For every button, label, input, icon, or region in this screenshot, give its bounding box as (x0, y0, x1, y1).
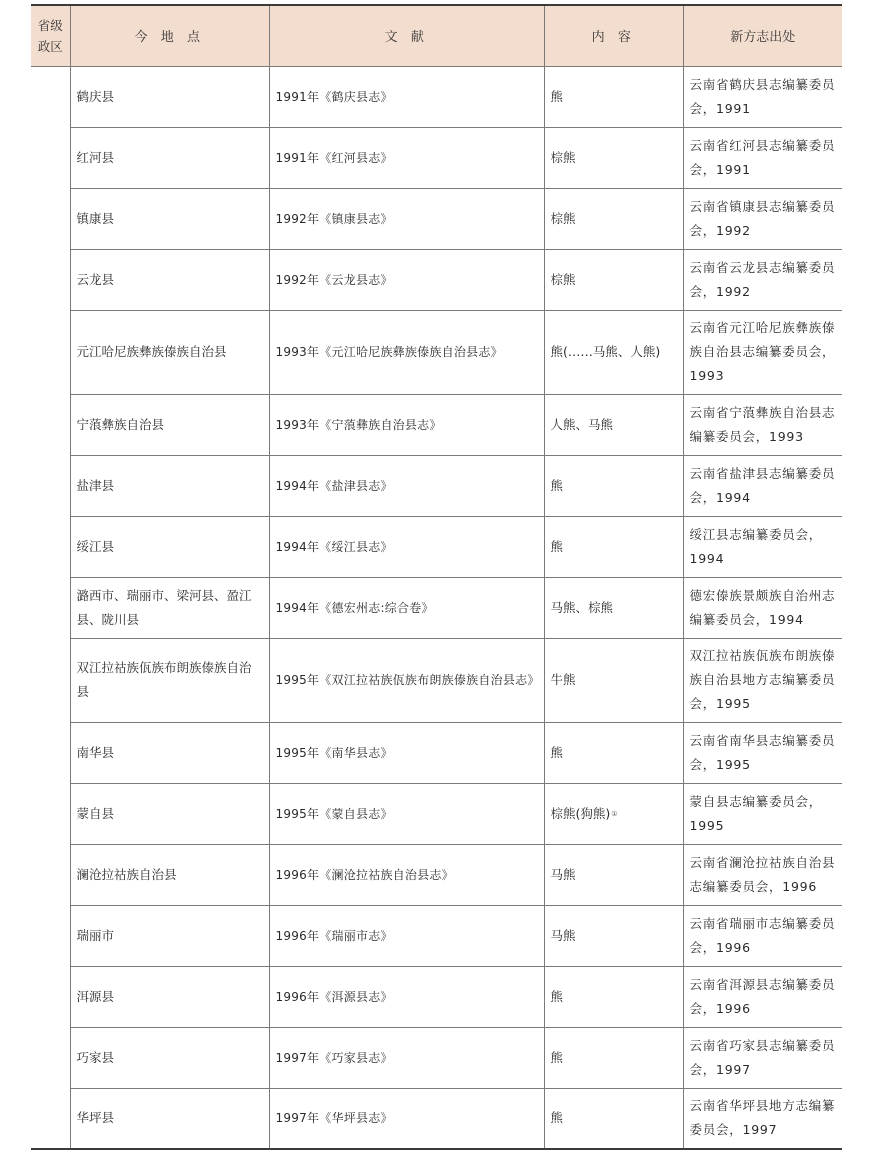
cell-source-text: 1994年《德宏州志:综合卷》 (275, 600, 434, 615)
table-row (31, 455, 842, 516)
cell-source-text: 1992年《镇康县志》 (275, 211, 393, 226)
cell-location (70, 722, 269, 783)
cell-publisher (683, 455, 842, 516)
cell-source-text: 1991年《鹤庆县志》 (275, 89, 393, 104)
bear-records-table (31, 4, 842, 1150)
cell-publisher-text: 云南省南华县志编纂委员会，1995 (689, 732, 836, 772)
cell-source (269, 188, 544, 249)
region-cell (31, 66, 70, 1149)
cell-publisher-text: 云南省镇康县志编纂委员会，1992 (689, 198, 836, 238)
cell-location-text: 镇康县 (76, 210, 115, 226)
table-row (31, 577, 842, 638)
cell-source-text: 1995年《蒙自县志》 (275, 806, 393, 821)
header-publisher: 新方志出处 (683, 5, 842, 66)
cell-content (544, 249, 683, 310)
cell-location-text: 绥江县 (76, 538, 115, 554)
cell-source (269, 127, 544, 188)
cell-location (70, 844, 269, 905)
cell-content (544, 516, 683, 577)
cell-content-text: 熊 (550, 988, 564, 1004)
cell-content-text: 熊(……马熊、人熊) (550, 344, 661, 359)
cell-source-text: 1992年《云龙县志》 (275, 272, 393, 287)
cell-location (70, 66, 269, 127)
cell-location-text: 元江哈尼族彝族傣族自治县 (76, 344, 227, 359)
cell-source (269, 516, 544, 577)
footnote-marker: ① (611, 809, 618, 818)
cell-source-text: 1994年《盐津县志》 (275, 478, 393, 493)
cell-publisher-text: 云南省红河县志编纂委员会，1991 (689, 137, 836, 177)
table-row (31, 783, 842, 844)
cell-source-text: 1996年《洱源县志》 (275, 989, 393, 1004)
cell-publisher (683, 905, 842, 966)
table-row (31, 1027, 842, 1088)
cell-location-text: 巧家县 (76, 1049, 115, 1065)
cell-content-text: 棕熊 (550, 210, 576, 226)
cell-content (544, 394, 683, 455)
cell-publisher (683, 310, 842, 394)
cell-location-text: 宁蒗彝族自治县 (76, 416, 165, 432)
cell-content (544, 1088, 683, 1149)
cell-source-text: 1997年《巧家县志》 (275, 1050, 393, 1065)
cell-location (70, 394, 269, 455)
header-location: 今 地 点 (70, 5, 269, 66)
cell-content-text: 熊 (550, 538, 564, 554)
header-row (31, 5, 842, 66)
cell-location-text: 瑞丽市 (76, 927, 115, 943)
cell-source-text: 1997年《华坪县志》 (275, 1111, 393, 1126)
cell-publisher (683, 394, 842, 455)
cell-source (269, 783, 544, 844)
cell-source (269, 310, 544, 394)
cell-source-text: 1994年《绥江县志》 (275, 539, 393, 554)
cell-source (269, 722, 544, 783)
cell-publisher-text: 双江拉祜族佤族布朗族傣族自治县地方志编纂委员会，1995 (689, 648, 836, 711)
cell-content (544, 310, 683, 394)
cell-content-text: 人熊、马熊 (550, 416, 614, 432)
cell-location (70, 1088, 269, 1149)
cell-source (269, 1027, 544, 1088)
cell-publisher (683, 844, 842, 905)
cell-publisher-text: 云南省鹤庆县志编纂委员会，1991 (689, 76, 836, 116)
cell-publisher-text: 云南省元江哈尼族彝族傣族自治县志编纂委员会，1993 (689, 320, 836, 383)
cell-location-text: 盐津县 (76, 477, 115, 493)
cell-content-text: 棕熊 (550, 271, 576, 287)
cell-content-text: 马熊 (550, 927, 576, 943)
cell-content-text: 熊 (550, 477, 564, 493)
table-row (31, 188, 842, 249)
cell-location (70, 249, 269, 310)
cell-publisher-text: 云南省宁蒗彝族自治县志编纂委员会，1993 (689, 404, 836, 444)
cell-publisher-text: 云南省华坪县地方志编纂委员会，1997 (689, 1098, 836, 1138)
header-content: 内 容 (544, 5, 683, 66)
cell-publisher (683, 1027, 842, 1088)
cell-source-text: 1995年《南华县志》 (275, 745, 393, 760)
header-source: 文 献 (269, 5, 544, 66)
cell-publisher-text: 绥江县志编纂委员会，1994 (689, 526, 823, 566)
cell-location-text: 双江拉祜族佤族布朗族傣族自治县 (76, 660, 252, 699)
cell-location-text: 蒙自县 (76, 805, 115, 821)
cell-location-text: 鹤庆县 (76, 88, 115, 104)
cell-source (269, 1088, 544, 1149)
cell-publisher-text: 云南省云龙县志编纂委员会，1992 (689, 259, 836, 299)
cell-publisher-text: 德宏傣族景颇族自治州志编纂委员会，1994 (689, 587, 836, 627)
cell-source (269, 394, 544, 455)
table-row (31, 722, 842, 783)
cell-content (544, 66, 683, 127)
cell-publisher-text: 云南省澜沧拉祜族自治县志编纂委员会，1996 (689, 854, 836, 894)
header-region-label: 省级政区 (37, 17, 63, 54)
table-row (31, 127, 842, 188)
cell-content-text: 熊 (550, 744, 564, 760)
cell-content (544, 127, 683, 188)
cell-location (70, 783, 269, 844)
cell-content-text: 马熊、棕熊 (550, 599, 614, 615)
cell-source-text: 1993年《宁蒗彝族自治县志》 (275, 417, 442, 432)
cell-content (544, 188, 683, 249)
cell-location (70, 577, 269, 638)
cell-publisher-text: 云南省瑞丽市志编纂委员会，1996 (689, 915, 836, 955)
cell-content (544, 844, 683, 905)
table-row (31, 394, 842, 455)
table-row (31, 966, 842, 1027)
cell-content (544, 455, 683, 516)
cell-source (269, 966, 544, 1027)
cell-publisher (683, 1088, 842, 1149)
cell-publisher (683, 516, 842, 577)
cell-location-text: 洱源县 (76, 988, 115, 1004)
cell-location (70, 310, 269, 394)
table-row (31, 66, 842, 127)
cell-content (544, 1027, 683, 1088)
cell-location-text: 红河县 (76, 149, 115, 165)
cell-source-text: 1996年《瑞丽市志》 (275, 928, 393, 943)
cell-source (269, 455, 544, 516)
cell-content (544, 722, 683, 783)
cell-publisher (683, 66, 842, 127)
cell-publisher-text: 云南省洱源县志编纂委员会，1996 (689, 976, 836, 1016)
cell-content-text: 熊 (550, 88, 564, 104)
cell-source-text: 1993年《元江哈尼族彝族傣族自治县志》 (275, 345, 503, 359)
cell-content (544, 905, 683, 966)
cell-publisher-text: 云南省盐津县志编纂委员会，1994 (689, 465, 836, 505)
cell-publisher (683, 127, 842, 188)
cell-content (544, 577, 683, 638)
cell-location (70, 127, 269, 188)
table-row (31, 844, 842, 905)
cell-publisher (683, 249, 842, 310)
table-row (31, 310, 842, 394)
cell-location (70, 516, 269, 577)
table-row (31, 1088, 842, 1149)
cell-source-text: 1995年《双江拉祜族佤族布朗族傣族自治县志》 (275, 673, 540, 687)
cell-location-text: 潞西市、瑞丽市、梁河县、盈江县、陇川县 (76, 587, 252, 627)
cell-location (70, 188, 269, 249)
cell-publisher (683, 577, 842, 638)
cell-publisher (683, 722, 842, 783)
cell-content (544, 966, 683, 1027)
cell-publisher (683, 783, 842, 844)
cell-source (269, 905, 544, 966)
cell-location (70, 905, 269, 966)
cell-source (269, 66, 544, 127)
cell-publisher (683, 188, 842, 249)
cell-location-text: 华坪县 (76, 1110, 115, 1126)
cell-content-text: 熊 (550, 1110, 564, 1126)
cell-content-text: 牛熊 (550, 672, 576, 687)
cell-content (544, 638, 683, 722)
header-region (31, 5, 70, 66)
table-row (31, 516, 842, 577)
cell-location-text: 南华县 (76, 744, 115, 760)
cell-location-text: 云龙县 (76, 271, 115, 287)
document-page (31, 4, 842, 1150)
cell-content-text: 棕熊(狗熊) (550, 805, 611, 821)
cell-location (70, 638, 269, 722)
table-body (31, 66, 842, 1149)
cell-publisher (683, 966, 842, 1027)
cell-content-text: 马熊 (550, 866, 576, 882)
cell-location-text: 澜沧拉祜族自治县 (76, 866, 177, 882)
cell-location (70, 455, 269, 516)
cell-source (269, 577, 544, 638)
table-row (31, 905, 842, 966)
cell-source (269, 249, 544, 310)
cell-location (70, 966, 269, 1027)
table-row (31, 249, 842, 310)
cell-publisher (683, 638, 842, 722)
cell-location (70, 1027, 269, 1088)
cell-publisher-text: 蒙自县志编纂委员会，1995 (689, 793, 823, 833)
cell-publisher-text: 云南省巧家县志编纂委员会，1997 (689, 1037, 836, 1077)
cell-content (544, 783, 683, 844)
table-row (31, 638, 842, 722)
cell-content-text: 棕熊 (550, 149, 576, 165)
cell-content-text: 熊 (550, 1049, 564, 1065)
cell-source (269, 638, 544, 722)
table-header (31, 5, 842, 66)
cell-source-text: 1996年《澜沧拉祜族自治县志》 (275, 867, 454, 882)
cell-source-text: 1991年《红河县志》 (275, 150, 393, 165)
cell-source (269, 844, 544, 905)
